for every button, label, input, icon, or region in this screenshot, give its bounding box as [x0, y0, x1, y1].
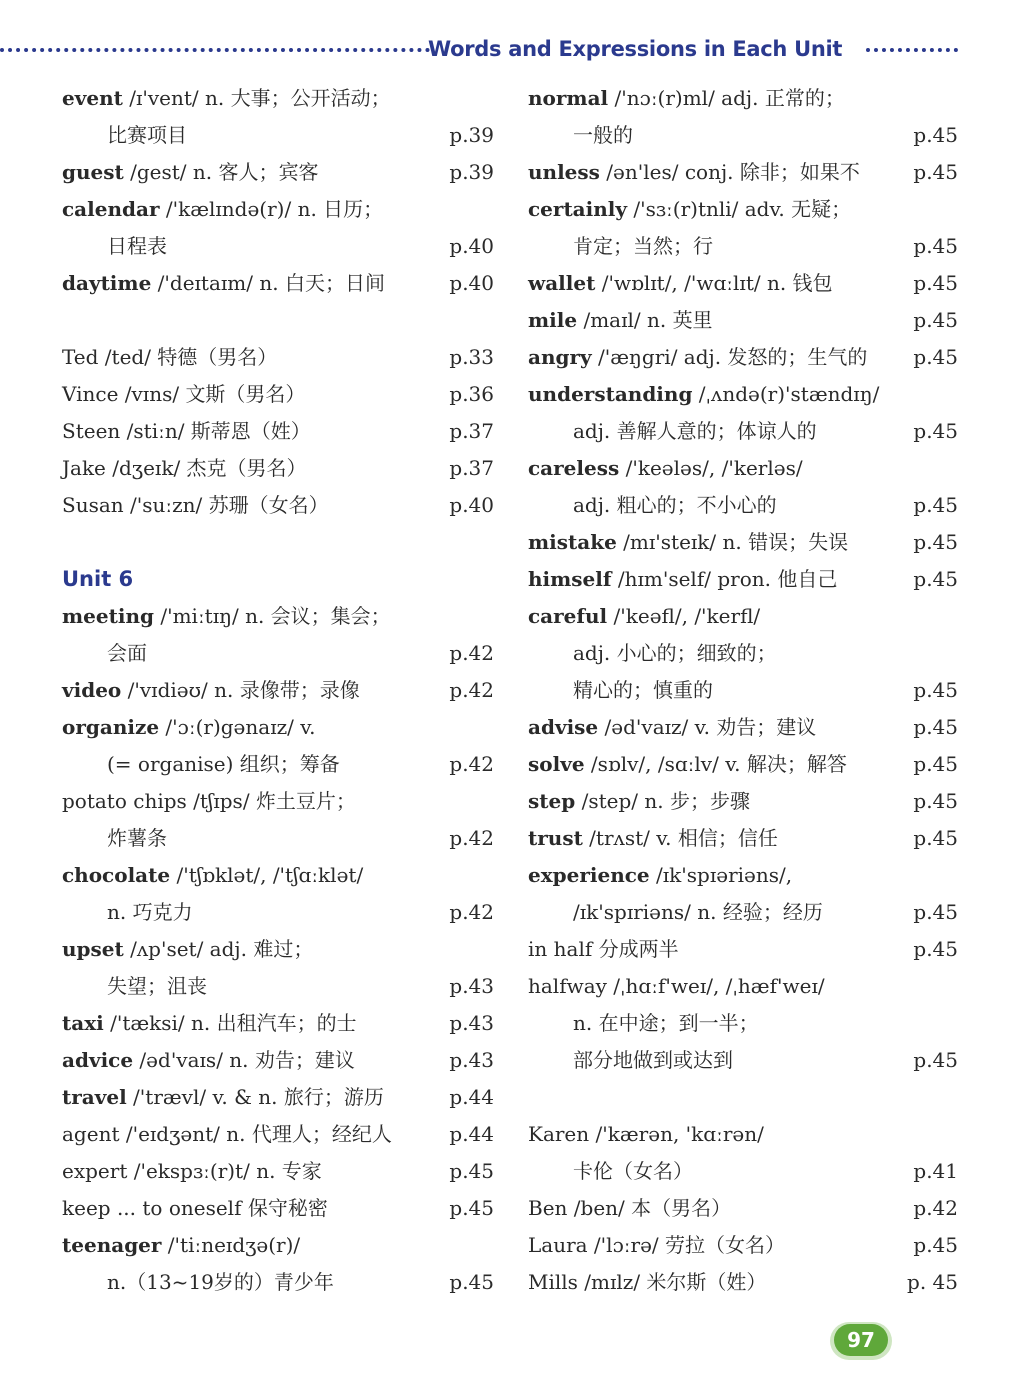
headword: Karen [528, 1122, 590, 1146]
headword: Susan [62, 493, 124, 517]
definition: /'ekspɜː(r)t/ n. 专家 [127, 1159, 322, 1183]
page-reference: p.45 [913, 345, 958, 369]
vocab-entry [62, 1116, 494, 1153]
headword: Jake [62, 456, 106, 480]
entry-continuation-line [528, 1005, 958, 1042]
definition: /ʌp'set/ adj. 难过； [123, 937, 314, 961]
headword: certainly [528, 197, 627, 221]
vocab-entry [528, 783, 958, 820]
page-reference: p.42 [449, 752, 494, 776]
definition: /'tiːneɪdʒə(r)/ [161, 1233, 301, 1257]
entry-continuation-line [62, 968, 494, 1005]
page-reference: p.45 [913, 271, 958, 295]
headword: himself [528, 567, 612, 591]
headword: agent [62, 1122, 120, 1146]
headword: expert [62, 1159, 128, 1183]
definition: /'deɪtaɪm/ n. 白天；日间 [151, 271, 385, 295]
definition: /'miːtɪŋ/ n. 会议；集会； [153, 604, 391, 628]
spacer-line [528, 1079, 958, 1116]
page-reference: p.45 [913, 900, 958, 924]
page-reference: p.45 [913, 567, 958, 591]
entry-continuation-line [62, 117, 494, 154]
definition: (= organise) 组织；筹备 [107, 752, 340, 776]
page-reference: p.39 [449, 160, 494, 184]
vocab-entry [528, 820, 958, 857]
entry-continuation-line [528, 635, 958, 672]
definition: /'lɔːrə/ 劳拉（女名） [587, 1233, 785, 1257]
headword: travel [62, 1085, 127, 1109]
definition: /'keəfl/, /'kerfl/ [607, 604, 761, 628]
definition: /'kælɪndə(r)/ n. 日历； [159, 197, 384, 221]
entry-continuation-line [528, 1153, 958, 1190]
page-reference: p.42 [449, 826, 494, 850]
definition: /maɪl/ n. 英里 [577, 308, 713, 332]
definition: /sɒlv/, /sɑːlv/ v. 解决；解答 [584, 752, 847, 776]
vocab-entry [62, 1005, 494, 1042]
headword: upset [62, 937, 124, 961]
page-reference: p.45 [913, 678, 958, 702]
definition: 比赛项目 [107, 123, 187, 147]
headword: chocolate [62, 863, 171, 887]
vocab-entry [528, 154, 958, 191]
entry-continuation-line [62, 228, 494, 265]
page-reference: p.40 [449, 271, 494, 295]
page-reference: p. 45 [907, 1270, 958, 1294]
headword: Vince [62, 382, 119, 406]
definition: 分成两半 [592, 937, 679, 961]
vocab-entry [62, 80, 494, 117]
headword: wallet [528, 271, 596, 295]
vocab-entry [62, 598, 494, 635]
page-reference: p.45 [913, 789, 958, 813]
headword: video [62, 678, 122, 702]
page-reference: p.41 [913, 1159, 958, 1183]
page-reference: p.45 [913, 752, 958, 776]
definition: 卡伦（女名） [573, 1159, 693, 1183]
definition: /stiːn/ 斯蒂恩（姓） [120, 419, 311, 443]
vocab-entry [62, 1042, 494, 1079]
page-reference: p.36 [449, 382, 494, 406]
vocab-entry [62, 487, 494, 524]
definition: 失望；沮丧 [107, 974, 207, 998]
definition: /'sɜː(r)tnli/ adv. 无疑； [627, 197, 852, 221]
section-title: Words and Expressions in Each Unit [428, 37, 843, 61]
vocab-entry [528, 524, 958, 561]
definition: n. 在中途；到一半； [573, 1011, 759, 1035]
vocab-entry [62, 857, 494, 894]
entry-continuation-line [62, 820, 494, 857]
definition: /ben/ 本（男名） [567, 1196, 732, 1220]
definition: /ˌʌndə(r)'stændɪŋ/ [692, 382, 880, 406]
definition: 会面 [107, 641, 147, 665]
definition: /ˌhɑːf'weɪ/, /ˌhæf'weɪ/ [606, 974, 825, 998]
headword: mile [528, 308, 578, 332]
vocab-entry [62, 339, 494, 376]
entry-continuation-line [528, 1042, 958, 1079]
page-reference: p.45 [913, 123, 958, 147]
definition: /'ɔː(r)gənaɪz/ v. [159, 715, 316, 739]
vocab-entry [528, 80, 958, 117]
headword: organize [62, 715, 160, 739]
vocab-entry [62, 191, 494, 228]
page-reference: p.37 [449, 419, 494, 443]
page-reference: p.45 [449, 1196, 494, 1220]
page-reference: p.44 [449, 1122, 494, 1146]
headword: event [62, 86, 123, 110]
headword: daytime [62, 271, 152, 295]
definition: /'vɪdiəʊ/ n. 录像带；录像 [121, 678, 360, 702]
headword: meeting [62, 604, 154, 628]
vocab-entry [62, 672, 494, 709]
definition: /hɪm'self/ pron. 他自己 [611, 567, 838, 591]
vocab-entry [62, 154, 494, 191]
vocab-entry [528, 1116, 958, 1153]
spacer-line [62, 524, 494, 561]
vocab-entry [62, 1190, 494, 1227]
definition: /trʌst/ v. 相信；信任 [582, 826, 778, 850]
vocab-entry [62, 783, 494, 820]
page-reference: p.45 [913, 1233, 958, 1257]
headword: halfway [528, 974, 607, 998]
vocab-entry [528, 561, 958, 598]
vocab-entry [528, 709, 958, 746]
vocab-entry [528, 450, 958, 487]
entry-continuation-line [62, 894, 494, 931]
vocab-entry [528, 931, 958, 968]
definition: /dʒeɪk/ 杰克（男名） [105, 456, 307, 480]
definition: 一般的 [573, 123, 633, 147]
vocab-entry [528, 1264, 958, 1301]
definition: /'nɔː(r)ml/ adj. 正常的； [608, 86, 845, 110]
page-reference: p.43 [449, 1011, 494, 1035]
vocab-entry [528, 857, 958, 894]
headword: normal [528, 86, 609, 110]
definition: /ɪk'spɪriəns/ n. 经验；经历 [573, 900, 823, 924]
page-reference: p.45 [913, 308, 958, 332]
definition: /mɪlz/ 米尔斯（姓） [577, 1270, 767, 1294]
headword: careless [528, 456, 620, 480]
entry-continuation-line [62, 746, 494, 783]
definition: 日程表 [107, 234, 167, 258]
definition: 保守秘密 [241, 1196, 328, 1220]
vocab-entry [528, 265, 958, 302]
page-reference: p.45 [913, 234, 958, 258]
vocab-entry [528, 1227, 958, 1264]
definition: /ɪk'spɪəriəns/, [649, 863, 793, 887]
headword: advise [528, 715, 599, 739]
vocab-entry [528, 302, 958, 339]
definition: /ən'les/ conj. 除非；如果不 [599, 160, 860, 184]
definition: n. 巧克力 [107, 900, 193, 924]
definition: 肯定；当然；行 [573, 234, 713, 258]
definition: /'keələs/, /'kerləs/ [619, 456, 803, 480]
headword: potato chips [62, 789, 187, 813]
headword: in half [528, 937, 593, 961]
entry-continuation-line [62, 635, 494, 672]
definition: /'tʃɒklət/, /'tʃɑːklət/ [170, 863, 364, 887]
entry-continuation-line [62, 1264, 494, 1301]
vocab-entry [528, 968, 958, 1005]
vocab-entry [62, 376, 494, 413]
page-reference: p.37 [449, 456, 494, 480]
definition: /əd'vaɪs/ n. 劝告；建议 [133, 1048, 355, 1072]
headword: angry [528, 345, 592, 369]
definition: adj. 小心的；细致的； [573, 641, 777, 665]
vocab-entry [528, 1190, 958, 1227]
headword: step [528, 789, 576, 813]
headword: unless [528, 160, 600, 184]
headword: Ted [62, 345, 99, 369]
headword: advice [62, 1048, 134, 1072]
headword: keep ... to oneself [62, 1196, 242, 1220]
vocab-entry [528, 339, 958, 376]
spacer-line [62, 302, 494, 339]
headword: solve [528, 752, 585, 776]
definition: /'eɪdʒənt/ n. 代理人；经纪人 [119, 1122, 392, 1146]
page-reference: p.45 [913, 937, 958, 961]
page-reference: p.45 [913, 160, 958, 184]
vocab-entry [528, 746, 958, 783]
definition: /step/ n. 步；步骤 [575, 789, 750, 813]
headword: taxi [62, 1011, 104, 1035]
definition: /əd'vaɪz/ v. 劝告；建议 [598, 715, 817, 739]
definition: /'kærən, 'kɑːrən/ [589, 1122, 764, 1146]
header-dotted-rule-right [866, 48, 958, 52]
vocab-entry [528, 376, 958, 413]
entry-continuation-line [528, 117, 958, 154]
headword: Ben [528, 1196, 568, 1220]
page-reference: p.45 [913, 826, 958, 850]
definition: adj. 粗心的；不小心的 [573, 493, 777, 517]
page-reference: p.45 [913, 493, 958, 517]
definition: /vɪns/ 文斯（男名） [118, 382, 306, 406]
entry-continuation-line [528, 413, 958, 450]
page-reference: p.43 [449, 1048, 494, 1072]
definition: /'tæksi/ n. 出租汽车；的士 [103, 1011, 357, 1035]
definition: 炸薯条 [107, 826, 167, 850]
definition: n.（13~19岁的）青少年 [107, 1270, 334, 1294]
definition: /'trævl/ v. & n. 旅行；游历 [126, 1085, 384, 1109]
vocab-entry [62, 931, 494, 968]
definition: /tʃɪps/ 炸土豆片； [186, 789, 356, 813]
entry-continuation-line [528, 487, 958, 524]
page-number-badge: 97 [834, 1324, 888, 1356]
page-reference: p.39 [449, 123, 494, 147]
page-reference: p.33 [449, 345, 494, 369]
vocab-entry [62, 265, 494, 302]
vocab-entry [62, 413, 494, 450]
entry-continuation-line [528, 228, 958, 265]
page-reference: p.43 [449, 974, 494, 998]
page-reference: p.40 [449, 234, 494, 258]
definition: /gest/ n. 客人；宾客 [123, 160, 319, 184]
page-reference: p.42 [913, 1196, 958, 1220]
vocab-entry [62, 1153, 494, 1190]
headword: calendar [62, 197, 160, 221]
vocab-column-left [62, 80, 494, 1301]
unit-heading: Unit 6 [62, 567, 134, 591]
page-header [0, 34, 960, 64]
headword: experience [528, 863, 650, 887]
page-reference: p.45 [913, 1048, 958, 1072]
vocab-entry [62, 1227, 494, 1264]
page-reference: p.42 [449, 900, 494, 924]
headword: Steen [62, 419, 121, 443]
definition: /'suːzn/ 苏珊（女名） [123, 493, 329, 517]
entry-continuation-line [528, 894, 958, 931]
headword: Laura [528, 1233, 588, 1257]
page-reference: p.40 [449, 493, 494, 517]
page-reference: p.45 [913, 419, 958, 443]
vocab-column-right [528, 80, 958, 1301]
vocab-entry [62, 709, 494, 746]
headword: mistake [528, 530, 617, 554]
definition: /mɪ'steɪk/ n. 错误；失误 [616, 530, 849, 554]
headword: careful [528, 604, 608, 628]
headword: Mills [528, 1270, 578, 1294]
definition: 精心的；慎重的 [573, 678, 713, 702]
vocab-entry [528, 598, 958, 635]
vocab-entry [528, 191, 958, 228]
definition: /ɪ'vent/ n. 大事；公开活动； [122, 86, 391, 110]
page-reference: p.45 [913, 530, 958, 554]
page-reference: p.45 [449, 1159, 494, 1183]
page-reference: p.45 [449, 1270, 494, 1294]
headword: understanding [528, 382, 693, 406]
page-reference: p.45 [913, 715, 958, 739]
page-reference: p.42 [449, 678, 494, 702]
header-dotted-rule-left [0, 48, 430, 52]
vocab-entry [62, 450, 494, 487]
headword: teenager [62, 1233, 162, 1257]
page-reference: p.42 [449, 641, 494, 665]
definition: /'æŋgri/ adj. 发怒的；生气的 [591, 345, 868, 369]
entry-continuation-line [528, 672, 958, 709]
definition: /'wɒlɪt/, /'wɑːlɪt/ n. 钱包 [595, 271, 833, 295]
page-reference: p.44 [449, 1085, 494, 1109]
definition: 部分地做到或达到 [573, 1048, 733, 1072]
headword: trust [528, 826, 583, 850]
definition: adj. 善解人意的；体谅人的 [573, 419, 817, 443]
definition: /ted/ 特德（男名） [98, 345, 278, 369]
headword: guest [62, 160, 124, 184]
vocab-entry [62, 1079, 494, 1116]
